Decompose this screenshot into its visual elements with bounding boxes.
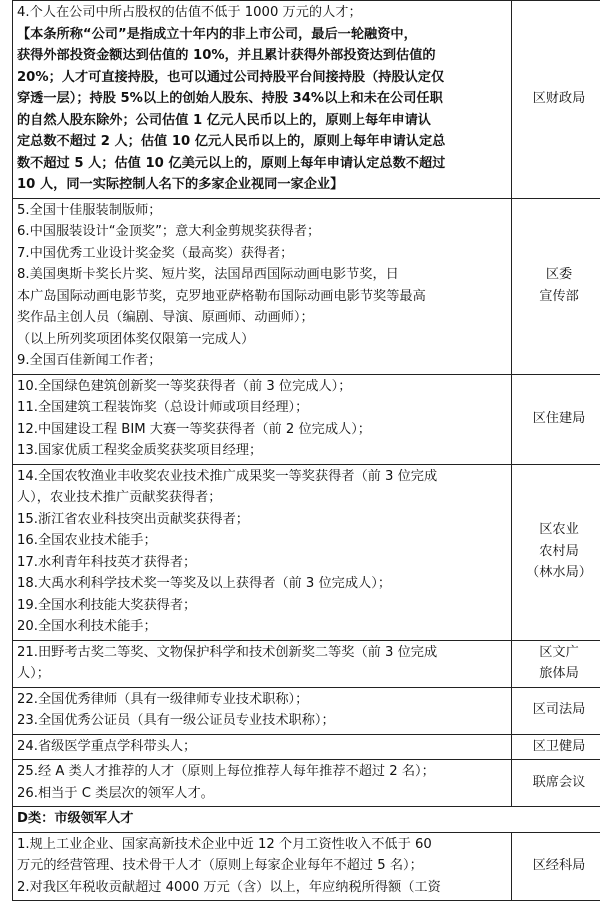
table-row — [13, 198, 600, 374]
criteria-line: 6.中国服装设计“金顶奖”；意大利金剪规奖获得者； — [17, 224, 321, 239]
criteria-cell — [13, 760, 512, 807]
criteria-line: 5.全国十佳服装制版师； — [17, 202, 162, 218]
criteria-line: 4.个人在公司中所占股权的估值不低于 1000 万元的人才； — [17, 5, 362, 20]
department-cell — [512, 760, 600, 807]
criteria-line: 万元的经营管理、技术骨干人才（原则上每家企业每年不超过 5 名）； — [17, 858, 423, 873]
section-header-row — [13, 807, 600, 833]
criteria-line: 8.美国奥斯卡奖长片奖、短片奖，法国昂西国际动画电影节奖，日 — [17, 267, 399, 282]
criteria-line: 9.全国百佳新闻工作者； — [17, 353, 162, 368]
department-name: 宣传部 — [539, 288, 579, 304]
criteria-line: 12.中国建设工程 BIM 大赛一等奖获得者（前 2 位完成人）； — [17, 421, 371, 437]
criteria-line: 26.相当于 C 类层次的领军人才。 — [17, 785, 214, 801]
section-title: D类：市级领军人才 — [13, 807, 600, 833]
department-name: 区财政局 — [532, 91, 586, 106]
criteria-line: 15.浙江省农业科技突出贡献奖获得者； — [17, 511, 249, 527]
table-row — [13, 832, 600, 901]
department-name: 区农业 — [539, 522, 579, 538]
criteria-cell — [13, 687, 512, 734]
table-row — [13, 1, 600, 199]
criteria-line: 22.全国优秀律师（具有一级律师专业技术职称）； — [17, 691, 309, 707]
criteria-line: 【本条所称“公司”是指成立十年内的非上市公司，最后一轮融资中， — [17, 26, 417, 42]
criteria-line: 17.水利青年科技英才获得者； — [17, 554, 197, 570]
department-cell — [512, 464, 600, 640]
department-name: 农村局 — [539, 543, 579, 559]
criteria-line: 13.国家优质工程奖金质奖获奖项目经理； — [17, 443, 263, 458]
criteria-line: 获得外部投资金额达到估值的 10%，并且累计获得外部投资达到估值的 — [17, 48, 436, 63]
criteria-line: 定总数不超过 2 人；估值 10 亿元人民币以上的，原则上每年申请认定总 — [17, 134, 446, 149]
criteria-line: 奖作品主创人员（编剧、导演、原画师、动画师）； — [17, 310, 314, 325]
criteria-cell — [13, 374, 512, 464]
department-cell — [512, 374, 600, 464]
table-body — [13, 1, 600, 901]
department-name: 旅体局 — [539, 666, 579, 681]
table-row — [13, 464, 600, 640]
criteria-line: 24.省级医学重点学科带头人； — [17, 738, 197, 754]
table-row — [13, 374, 600, 464]
department-name: 区司法局 — [532, 702, 586, 718]
department-cell — [512, 198, 600, 374]
department-name: 区卫健局 — [532, 738, 586, 754]
criteria-line: 21.田野考古奖二等奖、文物保护科学和技术创新奖二等奖（前 3 位完成 — [17, 644, 438, 660]
department-cell — [512, 687, 600, 734]
department-cell — [512, 832, 600, 901]
criteria-line: 的自然人股东除外；公司估值 1 亿元人民币以上的，原则上每年申请认 — [17, 112, 431, 128]
criteria-line: 10.全国绿色建筑创新奖一等奖获得者（前 3 位完成人）； — [17, 378, 352, 394]
table-row — [13, 760, 600, 807]
department-cell — [512, 640, 600, 687]
criteria-line: 2.对我区年税收贡献超过 4000 万元（含）以上，年应纳税所得额（工资 — [17, 879, 441, 895]
department-cell — [512, 1, 600, 199]
criteria-line: 穿透一层）；持股 5%以上的创始人股东、持股 34%以上和未在公司任职 — [17, 91, 443, 106]
department-name: 区住建局 — [532, 410, 586, 426]
criteria-line: 10 人，同一实际控制人名下的多家企业视同一家企业】 — [17, 177, 344, 192]
criteria-line: 1.规上工业企业、国家高新技术企业中近 12 个月工资性收入不低于 60 — [17, 836, 432, 852]
criteria-line: 20.全国水利技术能手； — [17, 619, 157, 634]
table-row — [13, 734, 600, 760]
table-row — [13, 640, 600, 687]
department-name: 区经科局 — [532, 858, 586, 873]
department-cell — [512, 734, 600, 760]
criteria-cell — [13, 464, 512, 640]
criteria-line: 7.中国优秀工业设计奖金奖（最高奖）获得者； — [17, 245, 294, 261]
criteria-line: 14.全国农牧渔业丰收奖农业技术推广成果奖一等奖获得者（前 3 位完成 — [17, 468, 438, 484]
criteria-cell — [13, 734, 512, 760]
department-name: 区文广 — [539, 644, 579, 660]
criteria-line: 18.大禹水利科学技术奖一等奖及以上获得者（前 3 位完成人）； — [17, 576, 392, 591]
criteria-cell — [13, 640, 512, 687]
criteria-line: 25.经 A 类人才推荐的人才（原则上每位推荐人每年推荐不超过 2 名）； — [17, 764, 435, 779]
criteria-line: 人）； — [17, 666, 50, 681]
department-name: （林水局） — [526, 565, 592, 581]
criteria-line: 数不超过 5 人；估值 10 亿美元以上的，原则上每年申请认定总数不超过 — [17, 155, 446, 171]
criteria-line: 本广岛国际动画电影节奖，克罗地亚萨格勒布国际动画电影节奖等最高 — [17, 288, 426, 304]
criteria-cell — [13, 1, 512, 199]
department-name: 区委 — [545, 267, 573, 282]
talent-category-table — [12, 0, 600, 901]
criteria-line: 16.全国农业技术能手； — [17, 533, 157, 548]
department-name: 联席会议 — [532, 774, 586, 790]
criteria-cell — [13, 832, 512, 901]
criteria-line: 11.全国建筑工程装饰奖（总设计师或项目经理）； — [17, 400, 309, 415]
table-row — [13, 687, 600, 734]
criteria-line: 20%；人才可直接持股，也可以通过公司持股平台间接持股（持股认定仅 — [17, 69, 445, 85]
criteria-line: （以上所列奖项团体奖仅限第一完成人） — [17, 331, 255, 347]
criteria-line: 人），农业技术推广贡献奖获得者； — [17, 490, 222, 505]
criteria-line: 19.全国水利技能大奖获得者； — [17, 597, 197, 613]
criteria-line: 23.全国优秀公证员（具有一级公证员专业技术职称）； — [17, 713, 335, 728]
criteria-cell — [13, 198, 512, 374]
